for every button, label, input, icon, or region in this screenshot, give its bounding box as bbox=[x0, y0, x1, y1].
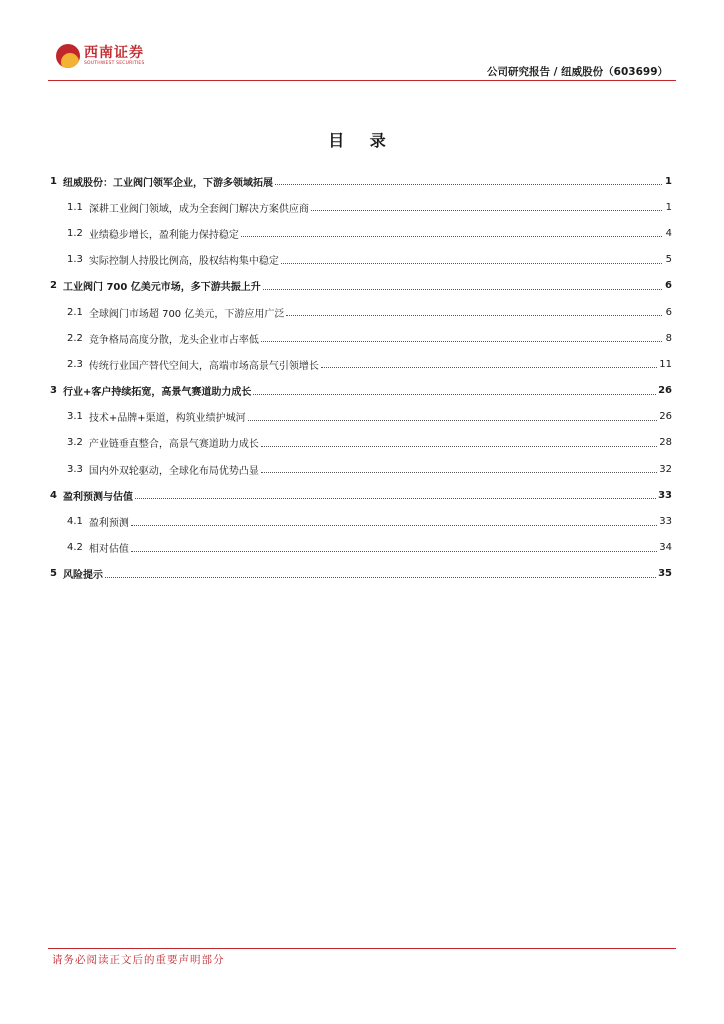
toc-entry-number: 2.3 bbox=[67, 358, 83, 370]
toc-entry-number: 5 bbox=[50, 568, 57, 580]
toc-entry-number: 1 bbox=[50, 175, 57, 187]
toc-entry-title: 全球阀门市场超 700 亿美元，下游应用广泛 bbox=[88, 308, 285, 320]
toc-leader-dots bbox=[261, 445, 657, 447]
toc-section-entry[interactable] bbox=[50, 247, 672, 273]
toc-leader-dots bbox=[253, 393, 656, 395]
toc-entry-number: 2.1 bbox=[67, 306, 83, 318]
logo-chinese-name: 西南证券 bbox=[84, 44, 144, 61]
toc-entry-page: 1 bbox=[665, 201, 672, 213]
toc-section-entry[interactable] bbox=[50, 456, 672, 482]
toc-chapter-entry[interactable] bbox=[50, 482, 672, 508]
toc-leader-dots bbox=[275, 183, 662, 185]
toc-entry-page: 6 bbox=[665, 306, 672, 318]
toc-section-entry[interactable] bbox=[50, 404, 672, 430]
toc-leader-dots bbox=[261, 340, 662, 342]
toc-entry-number: 4.2 bbox=[67, 542, 83, 554]
toc-section-entry[interactable] bbox=[50, 430, 672, 456]
toc-entry-number: 4.1 bbox=[67, 516, 83, 528]
toc-section-entry[interactable] bbox=[50, 299, 672, 325]
toc-entry-number: 2 bbox=[50, 280, 57, 292]
toc-leader-dots bbox=[311, 209, 662, 211]
logo-english-name: SOUTHWEST SECURITIES bbox=[84, 60, 145, 66]
toc-entry-page: 34 bbox=[659, 542, 672, 554]
toc-leader-dots bbox=[263, 288, 662, 290]
toc-entry-number: 3.3 bbox=[67, 463, 83, 475]
toc-title: 目 录 bbox=[328, 131, 396, 150]
logo-text bbox=[84, 46, 145, 67]
toc-entry-page: 33 bbox=[658, 489, 672, 501]
toc-chapter-entry[interactable] bbox=[50, 168, 672, 194]
toc-entry-title: 风险提示 bbox=[62, 570, 103, 582]
toc-entry-page: 33 bbox=[659, 516, 672, 528]
toc-entry-title: 盈利预测与估值 bbox=[62, 491, 133, 503]
toc-leader-dots bbox=[286, 314, 662, 316]
toc-entry-title: 深耕工业阀门领域，成为全套阀门解决方案供应商 bbox=[88, 203, 309, 215]
toc-leader-dots bbox=[135, 497, 656, 499]
toc-leader-dots bbox=[248, 419, 658, 421]
toc-section-entry[interactable] bbox=[50, 508, 672, 534]
toc-section-entry[interactable] bbox=[50, 351, 672, 377]
toc-entry-number: 3.2 bbox=[67, 437, 83, 449]
toc-entry-page: 11 bbox=[659, 358, 672, 370]
toc-entry-title: 产业链垂直整合，高景气赛道助力成长 bbox=[88, 439, 259, 451]
toc-chapter-entry[interactable] bbox=[50, 561, 672, 587]
toc-leader-dots bbox=[281, 262, 662, 264]
toc-entry-page: 32 bbox=[659, 463, 672, 475]
toc-leader-dots bbox=[261, 471, 657, 473]
toc-leader-dots bbox=[131, 550, 657, 552]
toc-entry-title: 国内外双轮驱动，全球化布局优势凸显 bbox=[88, 465, 259, 477]
toc-entry-page: 8 bbox=[665, 332, 672, 344]
toc-entry-title: 行业+客户持续拓宽，高景气赛道助力成长 bbox=[62, 387, 252, 399]
toc-entry-page: 6 bbox=[665, 280, 672, 292]
toc-leader-dots bbox=[321, 366, 657, 368]
toc-entry-number: 1.3 bbox=[67, 254, 83, 266]
toc-section-entry[interactable] bbox=[50, 194, 672, 220]
toc-entry-number: 3.1 bbox=[67, 411, 83, 423]
toc-entry-number: 3 bbox=[50, 385, 57, 397]
toc-entry-page: 35 bbox=[658, 568, 672, 580]
toc-entry-page: 26 bbox=[659, 411, 672, 423]
toc-entry-page: 4 bbox=[665, 227, 672, 239]
table-of-contents bbox=[50, 168, 672, 587]
toc-entry-title: 盈利预测 bbox=[88, 518, 129, 530]
toc-entry-number: 1.1 bbox=[67, 201, 83, 213]
toc-entry-page: 28 bbox=[659, 437, 672, 449]
toc-entry-number: 1.2 bbox=[67, 227, 83, 239]
footer-divider bbox=[48, 948, 676, 949]
toc-entry-title: 实际控制人持股比例高，股权结构集中稳定 bbox=[88, 256, 279, 268]
toc-entry-number: 2.2 bbox=[67, 332, 83, 344]
company-logo bbox=[56, 44, 145, 68]
header-divider bbox=[48, 80, 676, 81]
report-label: 公司研究报告 / 纽威股份（603699） bbox=[487, 66, 668, 78]
logo-emblem-icon bbox=[56, 44, 80, 68]
toc-entry-title: 技术+品牌+渠道，构筑业绩护城河 bbox=[88, 413, 246, 425]
toc-entry-page: 26 bbox=[658, 385, 672, 397]
toc-entry-page: 5 bbox=[665, 254, 672, 266]
toc-entry-title: 业绩稳步增长，盈利能力保持稳定 bbox=[88, 229, 239, 241]
toc-leader-dots bbox=[131, 524, 657, 526]
toc-leader-dots bbox=[105, 576, 656, 578]
toc-entry-title: 传统行业国产替代空间大，高端市场高景气引领增长 bbox=[88, 360, 319, 372]
toc-entry-title: 纽威股份：工业阀门领军企业，下游多领域拓展 bbox=[62, 177, 273, 189]
toc-entry-number: 4 bbox=[50, 489, 57, 501]
toc-chapter-entry[interactable] bbox=[50, 378, 672, 404]
toc-section-entry[interactable] bbox=[50, 535, 672, 561]
toc-section-entry[interactable] bbox=[50, 220, 672, 246]
footer-disclaimer: 请务必阅读正文后的重要声明部分 bbox=[52, 954, 225, 966]
toc-entry-page: 1 bbox=[665, 175, 672, 187]
toc-section-entry[interactable] bbox=[50, 325, 672, 351]
toc-entry-title: 工业阀门 700 亿美元市场，多下游共振上升 bbox=[62, 282, 261, 294]
toc-entry-title: 相对估值 bbox=[88, 544, 129, 556]
toc-chapter-entry[interactable] bbox=[50, 273, 672, 299]
toc-leader-dots bbox=[241, 235, 662, 237]
toc-entry-title: 竞争格局高度分散，龙头企业市占率低 bbox=[88, 334, 259, 346]
